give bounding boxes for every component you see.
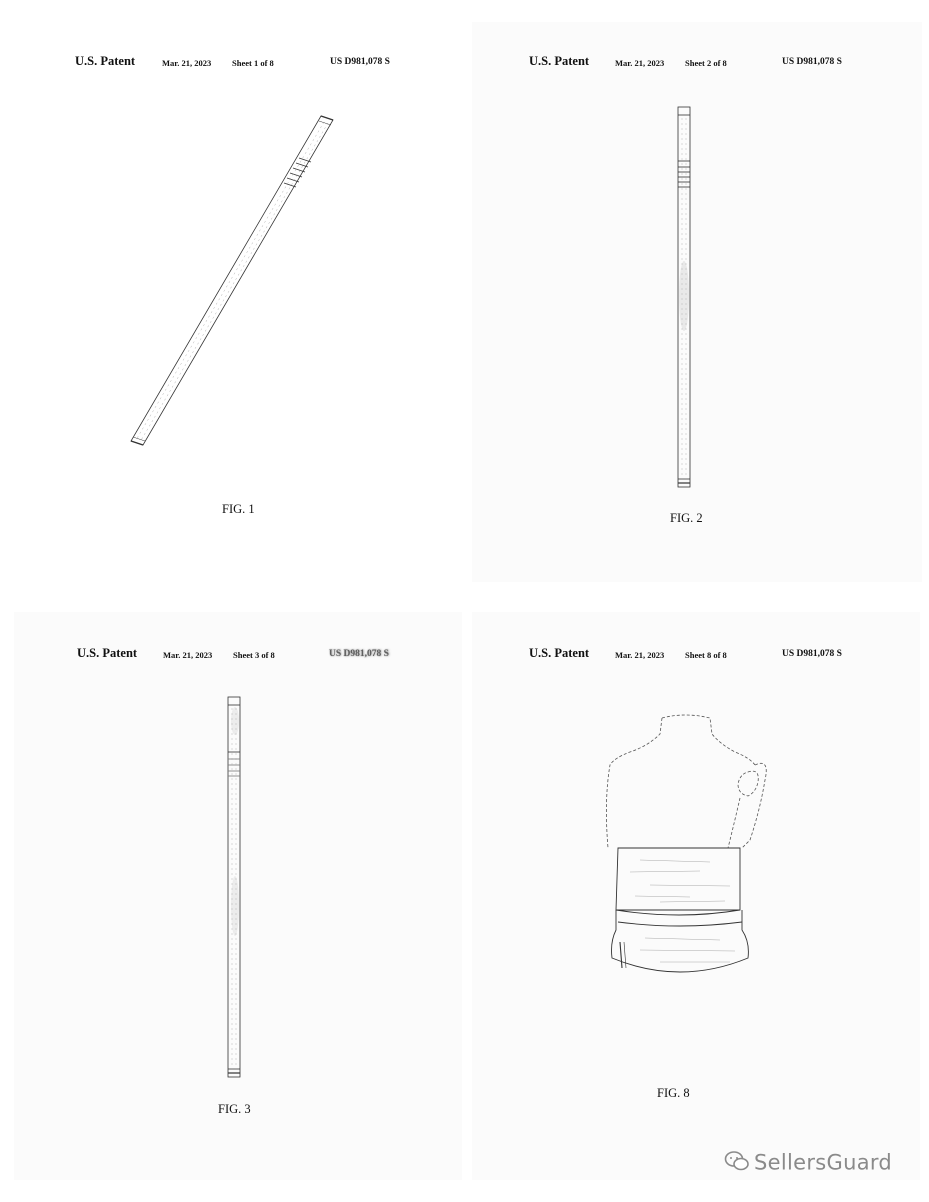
header-title: U.S. Patent xyxy=(77,646,138,660)
header-title: U.S. Patent xyxy=(75,54,136,68)
header-sheet: Sheet 2 of 8 xyxy=(685,58,727,68)
fig2-strap-drawing xyxy=(676,106,692,488)
header-date: Mar. 21, 2023 xyxy=(162,58,212,68)
header-patent-number: US D981,078 S xyxy=(782,649,842,659)
figure-label: FIG. 8 xyxy=(657,1086,690,1100)
figure-label: FIG. 1 xyxy=(222,502,255,516)
header-date: Mar. 21, 2023 xyxy=(615,58,665,68)
figure-label: FIG. 2 xyxy=(670,511,703,525)
header-sheet: Sheet 1 of 8 xyxy=(232,58,274,68)
header-sheet: Sheet 8 of 8 xyxy=(685,650,727,660)
header-date: Mar. 21, 2023 xyxy=(615,650,665,660)
header-patent-number: US D981,078 S xyxy=(330,57,390,67)
fig8-torso-drawing xyxy=(600,710,770,980)
figure-label: FIG. 3 xyxy=(218,1102,251,1116)
fig3-strap-drawing xyxy=(226,696,242,1078)
header-title: U.S. Patent xyxy=(529,54,590,68)
wechat-icon xyxy=(724,1150,750,1177)
header-title: U.S. Patent xyxy=(529,646,590,660)
header-patent-number: US D981,078 S xyxy=(782,57,842,67)
sellersguard-watermark xyxy=(724,1150,892,1177)
patent-sheet-2 xyxy=(472,22,922,582)
header-sheet: Sheet 3 of 8 xyxy=(233,650,275,660)
header-patent-number: US D981,078 S xyxy=(329,649,389,659)
fig1-strap-drawing xyxy=(125,110,340,450)
header-date: Mar. 21, 2023 xyxy=(163,650,213,660)
watermark-text: SellersGuard xyxy=(754,1150,893,1175)
